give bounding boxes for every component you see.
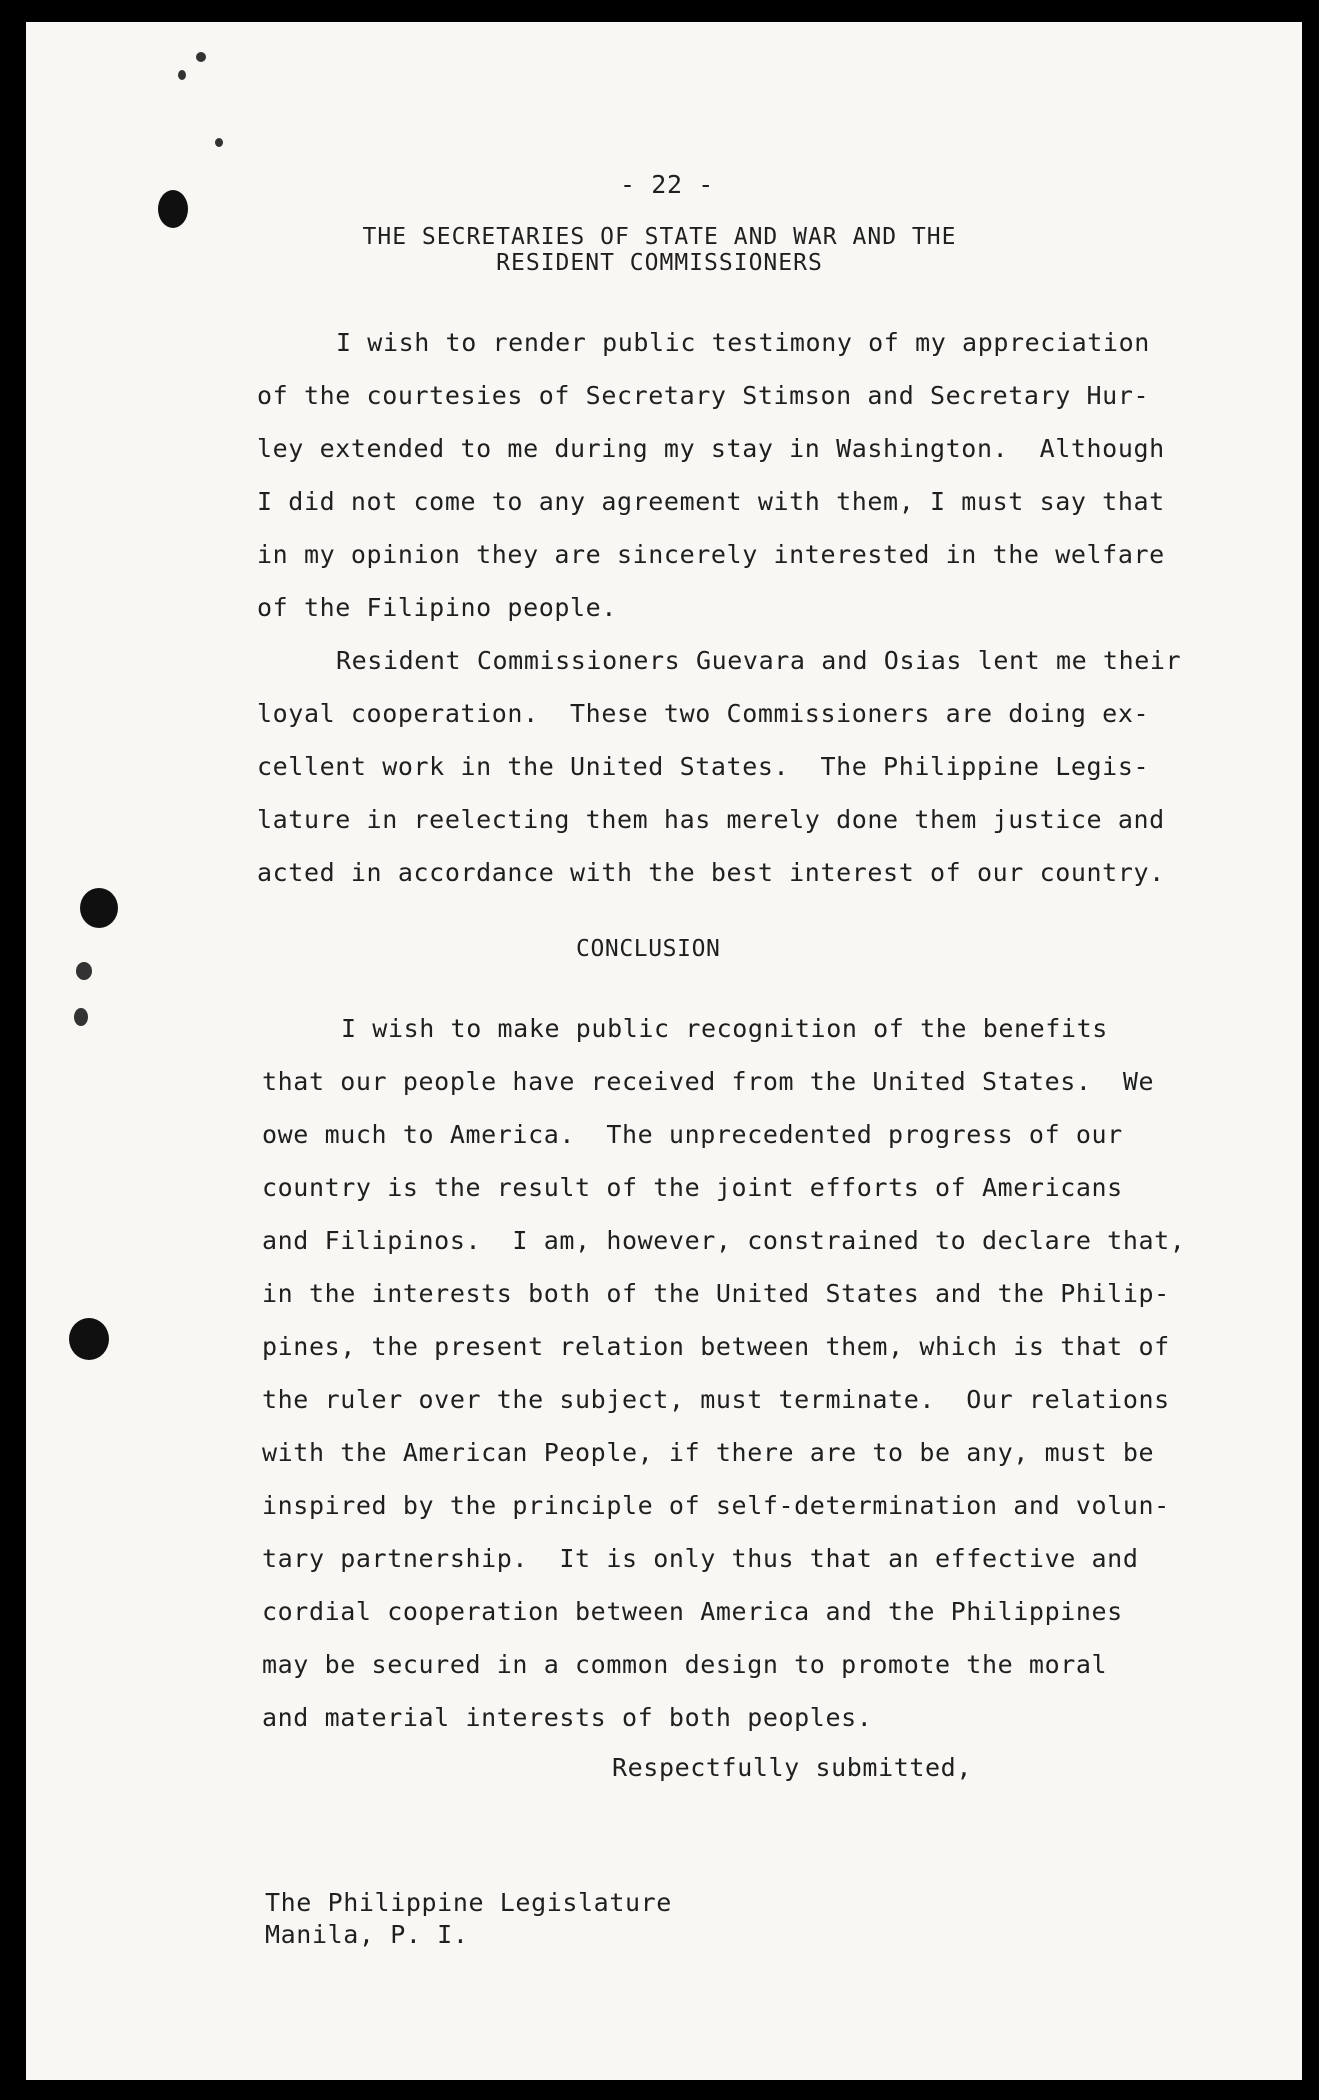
punch-hole-middle — [80, 888, 118, 928]
section-heading-line-1: THE SECRETARIES OF STATE AND WAR AND THE — [362, 224, 957, 250]
paragraph-3-line: I wish to make public recognition of the benefits — [341, 1014, 1108, 1043]
paragraph-3-line: pines, the present relation between them, which is that of — [262, 1332, 1170, 1361]
paragraph-3-line: in the interests both of the United States and the Philip- — [262, 1279, 1170, 1308]
page-number: - 22 - — [620, 170, 714, 199]
speck — [178, 70, 186, 80]
paragraph-3-line: cordial cooperation between America and the Philippines — [262, 1597, 1123, 1626]
paragraph-1-line: of the courtesies of Secretary Stimson and Secretary Hur- — [257, 381, 1150, 410]
paragraph-1-line: of the Filipino people. — [257, 593, 617, 622]
paragraph-1-line: I wish to render public testimony of my appreciation — [336, 328, 1150, 357]
paragraph-2-line: cellent work in the United States. The Philippine Legis- — [257, 752, 1150, 781]
paragraph-1-line: in my opinion they are sincerely interested in the welfare — [257, 540, 1165, 569]
paragraph-2-line: lature in reelecting them has merely done them justice and — [257, 805, 1165, 834]
speck — [76, 962, 92, 980]
paragraph-1-line: I did not come to any agreement with them, I must say that — [257, 487, 1165, 516]
punch-hole-bottom — [69, 1318, 109, 1360]
paragraph-3-line: with the American People, if there are to be any, must be — [262, 1438, 1155, 1467]
addressee-line-2: Manila, P. I. — [265, 1920, 469, 1949]
paragraph-3-line: the ruler over the subject, must terminate. Our relations — [262, 1385, 1170, 1414]
speck — [74, 1008, 88, 1026]
paragraph-3-line: and Filipinos. I am, however, constrained to declare that, — [262, 1226, 1186, 1255]
addressee-line-1: The Philippine Legislature — [265, 1888, 672, 1917]
speck — [196, 52, 206, 62]
paragraph-2-line: loyal cooperation. These two Commissioners are doing ex- — [257, 699, 1150, 728]
punch-hole-top — [158, 190, 188, 228]
paragraph-3-line: owe much to America. The unprecedented progress of our — [262, 1120, 1123, 1149]
paragraph-3-line: that our people have received from the United States. We — [262, 1067, 1155, 1096]
paragraph-2-line: acted in accordance with the best interest of our country. — [257, 858, 1165, 887]
paragraph-3-line: tary partnership. It is only thus that an effective and — [262, 1544, 1139, 1573]
paragraph-3-line: may be secured in a common design to promote the moral — [262, 1650, 1108, 1679]
closing-signoff: Respectfully submitted, — [612, 1753, 972, 1782]
conclusion-heading: CONCLUSION — [576, 936, 721, 962]
paragraph-3-line: country is the result of the joint efforts of Americans — [262, 1173, 1123, 1202]
paragraph-3-line: and material interests of both peoples. — [262, 1703, 873, 1732]
paragraph-1-line: ley extended to me during my stay in Washington. Although — [257, 434, 1165, 463]
paragraph-2-line: Resident Commissioners Guevara and Osias lent me their — [336, 646, 1182, 675]
speck — [215, 138, 223, 147]
section-heading-line-2: RESIDENT COMMISSIONERS — [496, 250, 823, 276]
paragraph-3-line: inspired by the principle of self-determination and volun- — [262, 1491, 1170, 1520]
